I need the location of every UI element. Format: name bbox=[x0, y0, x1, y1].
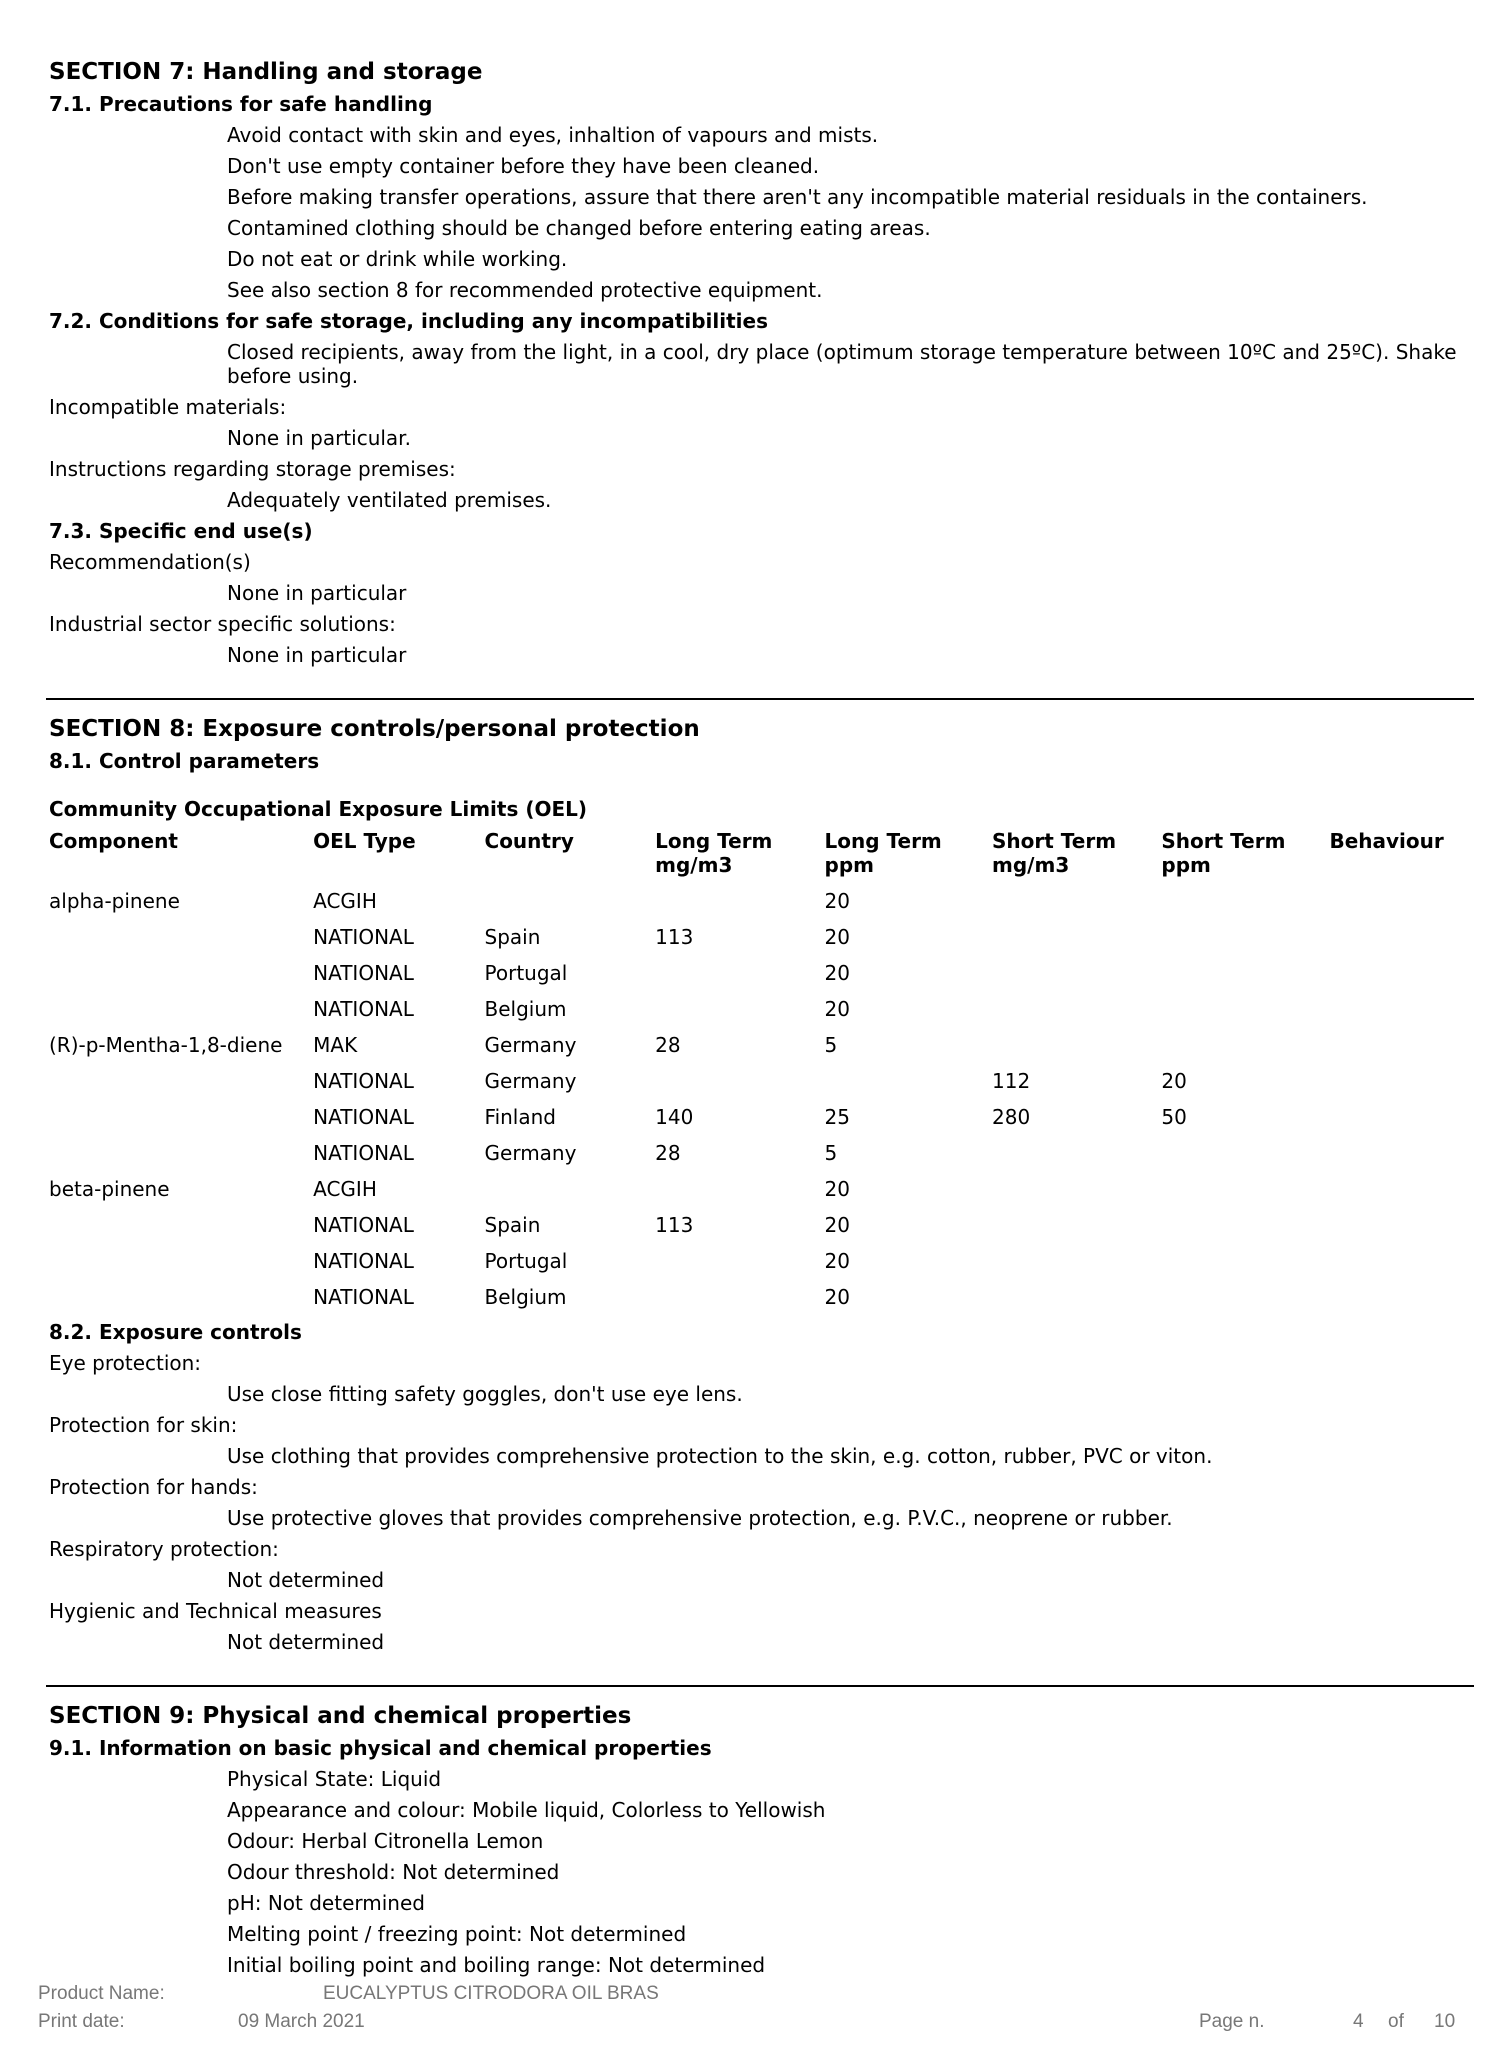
oel-cell-short-mg: 112 bbox=[992, 1069, 1031, 1093]
table-row bbox=[49, 1207, 1449, 1243]
section-8-1-title: 8.1. Control parameters bbox=[49, 749, 320, 773]
hand-protection-label: Protection for hands: bbox=[49, 1475, 258, 1499]
document-content bbox=[49, 55, 1457, 1981]
oel-cell-short-ppm bbox=[1161, 991, 1329, 1027]
property-line: Odour: Herbal Citronella Lemon bbox=[227, 1829, 544, 1853]
oel-cell-country bbox=[485, 883, 656, 919]
oel-cell-type: NATIONAL bbox=[313, 1069, 414, 1093]
oel-cell-long-mg: 140 bbox=[655, 1105, 694, 1129]
oel-cell-short-ppm: 50 bbox=[1161, 1105, 1187, 1129]
oel-cell-country: Belgium bbox=[484, 997, 567, 1021]
storage-premises-value: Adequately ventilated premises. bbox=[227, 488, 552, 512]
oel-cell-behaviour bbox=[1329, 1279, 1449, 1315]
section-9-title: SECTION 9: Physical and chemical properties bbox=[49, 1703, 632, 1729]
skin-protection-value: Use clothing that provides comprehensive protection to the skin, e.g. cotton, rubber, PVC or viton. bbox=[227, 1444, 1213, 1468]
section-9-1-title: 9.1. Information on basic physical and chemical properties bbox=[49, 1736, 712, 1760]
property-line: Initial boiling point and boiling range: Not determined bbox=[227, 1953, 766, 1977]
incompatible-materials-value: None in particular. bbox=[227, 426, 411, 450]
oel-cell-short-mg bbox=[992, 1135, 1161, 1171]
oel-header-long-mg: Long Term mg/m3 bbox=[655, 829, 773, 877]
footer-page-label: Page n. bbox=[1199, 2011, 1265, 2032]
oel-cell-long-ppm: 5 bbox=[824, 1141, 838, 1165]
oel-cell-component bbox=[49, 955, 313, 991]
oel-cell-long-mg bbox=[655, 955, 824, 991]
oel-cell-country: Spain bbox=[484, 925, 541, 949]
oel-cell-country: Germany bbox=[484, 1033, 577, 1057]
oel-cell-country bbox=[485, 1171, 656, 1207]
oel-cell-long-ppm: 25 bbox=[824, 1105, 850, 1129]
section-8-title: SECTION 8: Exposure controls/personal protection bbox=[49, 716, 700, 742]
oel-cell-behaviour bbox=[1329, 883, 1449, 919]
table-row bbox=[49, 1099, 1449, 1135]
oel-cell-behaviour bbox=[1329, 919, 1449, 955]
footer-of-label: of bbox=[1388, 2011, 1404, 2032]
oel-cell-component bbox=[49, 919, 313, 955]
property-line: Physical State: Liquid bbox=[227, 1767, 442, 1791]
oel-cell-country: Germany bbox=[484, 1069, 577, 1093]
footer-product-value: EUCALYPTUS CITRODORA OIL BRAS bbox=[323, 1983, 659, 2004]
oel-header-type: OEL Type bbox=[313, 829, 416, 853]
oel-cell-short-ppm: 20 bbox=[1161, 1069, 1187, 1093]
table-row bbox=[49, 1279, 1449, 1315]
oel-cell-long-ppm: 20 bbox=[824, 889, 850, 913]
oel-cell-long-mg: 28 bbox=[655, 1033, 681, 1057]
oel-cell-country: Portugal bbox=[484, 1249, 568, 1273]
oel-cell-behaviour bbox=[1329, 991, 1449, 1027]
oel-cell-long-ppm: 20 bbox=[824, 925, 850, 949]
oel-cell-long-mg: 113 bbox=[655, 925, 694, 949]
oel-cell-long-mg bbox=[655, 1243, 824, 1279]
recommendation-value: None in particular bbox=[227, 581, 407, 605]
skin-protection-label: Protection for skin: bbox=[49, 1413, 238, 1437]
property-line: Odour threshold: Not determined bbox=[227, 1860, 560, 1884]
recommendation-label: Recommendation(s) bbox=[49, 550, 251, 574]
oel-cell-short-mg bbox=[992, 991, 1161, 1027]
oel-cell-short-ppm bbox=[1161, 883, 1329, 919]
oel-cell-type: NATIONAL bbox=[313, 1285, 414, 1309]
oel-cell-behaviour bbox=[1329, 1063, 1449, 1099]
oel-cell-short-mg bbox=[992, 1171, 1161, 1207]
oel-cell-short-mg bbox=[992, 955, 1161, 991]
oel-header-component: Component bbox=[49, 829, 178, 853]
oel-cell-short-ppm bbox=[1161, 1207, 1329, 1243]
oel-cell-behaviour bbox=[1329, 1171, 1449, 1207]
section-7-2-title: 7.2. Conditions for safe storage, including any incompatibilities bbox=[49, 309, 768, 333]
storage-conditions: Closed recipients, away from the light, in a cool, dry place (optimum storage temperature between 10ºC and 25ºC). Shake before using. bbox=[227, 340, 1457, 388]
oel-table-body bbox=[49, 883, 1449, 1315]
oel-cell-behaviour bbox=[1329, 1243, 1449, 1279]
table-row bbox=[49, 1135, 1449, 1171]
oel-table-title: Community Occupational Exposure Limits (OEL) bbox=[49, 797, 588, 821]
oel-cell-type: NATIONAL bbox=[313, 925, 414, 949]
property-line: Melting point / freezing point: Not determined bbox=[227, 1922, 687, 1946]
oel-cell-long-mg bbox=[655, 1063, 824, 1099]
table-row bbox=[49, 1171, 1449, 1207]
table-row bbox=[49, 991, 1449, 1027]
oel-cell-short-ppm bbox=[1161, 1243, 1329, 1279]
oel-cell-component: beta-pinene bbox=[49, 1177, 170, 1201]
oel-cell-behaviour bbox=[1329, 1135, 1449, 1171]
oel-table-header bbox=[49, 829, 1449, 883]
property-line: pH: Not determined bbox=[227, 1891, 425, 1915]
oel-cell-short-ppm bbox=[1161, 919, 1329, 955]
footer-page-total: 10 bbox=[1434, 2011, 1456, 2032]
oel-cell-country: Germany bbox=[484, 1141, 577, 1165]
oel-header-behaviour: Behaviour bbox=[1329, 829, 1444, 853]
oel-cell-component bbox=[49, 991, 313, 1027]
oel-cell-short-mg bbox=[992, 883, 1161, 919]
oel-cell-type: NATIONAL bbox=[313, 997, 414, 1021]
oel-cell-country: Finland bbox=[484, 1105, 556, 1129]
oel-cell-component bbox=[49, 1063, 313, 1099]
oel-cell-behaviour bbox=[1329, 955, 1449, 991]
oel-header-short-ppm: Short Term ppm bbox=[1161, 829, 1286, 877]
handling-line: Avoid contact with skin and eyes, inhaltion of vapours and mists. bbox=[227, 123, 879, 147]
oel-cell-type: NATIONAL bbox=[313, 961, 414, 985]
handling-line: Do not eat or drink while working. bbox=[227, 247, 568, 271]
oel-cell-type: ACGIH bbox=[313, 889, 377, 913]
table-row bbox=[49, 955, 1449, 991]
handling-line: Before making transfer operations, assure that there aren't any incompatible material residuals in the containers. bbox=[227, 185, 1368, 209]
footer-product-label: Product Name: bbox=[38, 1983, 165, 2004]
oel-cell-long-ppm: 20 bbox=[824, 1177, 850, 1201]
oel-cell-long-ppm: 20 bbox=[824, 1285, 850, 1309]
footer-print-value: 09 March 2021 bbox=[238, 2011, 365, 2032]
oel-cell-short-mg bbox=[992, 919, 1161, 955]
oel-cell-component bbox=[49, 1279, 313, 1315]
section-divider bbox=[46, 1685, 1474, 1687]
section-divider bbox=[46, 698, 1474, 700]
oel-cell-component bbox=[49, 1207, 313, 1243]
oel-cell-country: Belgium bbox=[484, 1285, 567, 1309]
oel-cell-short-ppm bbox=[1161, 1135, 1329, 1171]
oel-cell-short-mg bbox=[992, 1207, 1161, 1243]
footer-print-label: Print date: bbox=[38, 2011, 125, 2032]
handling-line: Don't use empty container before they have been cleaned. bbox=[227, 154, 820, 178]
storage-premises-label: Instructions regarding storage premises: bbox=[49, 457, 456, 481]
table-row bbox=[49, 1243, 1449, 1279]
section-7-1-title: 7.1. Precautions for safe handling bbox=[49, 92, 433, 116]
section-8-2-title: 8.2. Exposure controls bbox=[49, 1320, 302, 1344]
respiratory-protection-label: Respiratory protection: bbox=[49, 1537, 279, 1561]
section-7-3-title: 7.3. Specific end use(s) bbox=[49, 519, 313, 543]
hand-protection-value: Use protective gloves that provides comprehensive protection, e.g. P.V.C., neoprene or rubber. bbox=[227, 1506, 1173, 1530]
property-line: Appearance and colour: Mobile liquid, Colorless to Yellowish bbox=[227, 1798, 826, 1822]
oel-cell-component: alpha-pinene bbox=[49, 889, 180, 913]
table-row bbox=[49, 1063, 1449, 1099]
oel-cell-short-ppm bbox=[1161, 1279, 1329, 1315]
respiratory-protection-value: Not determined bbox=[227, 1568, 385, 1592]
oel-cell-long-mg bbox=[655, 1171, 824, 1207]
table-row bbox=[49, 919, 1449, 955]
oel-cell-long-mg bbox=[655, 991, 824, 1027]
oel-cell-long-ppm bbox=[825, 1063, 993, 1099]
oel-cell-behaviour bbox=[1329, 1207, 1449, 1243]
oel-cell-long-mg: 113 bbox=[655, 1213, 694, 1237]
oel-cell-behaviour bbox=[1329, 1027, 1449, 1063]
industrial-sector-label: Industrial sector specific solutions: bbox=[49, 612, 396, 636]
oel-cell-long-mg bbox=[655, 883, 824, 919]
oel-cell-short-mg: 280 bbox=[992, 1105, 1031, 1129]
oel-cell-component bbox=[49, 1243, 313, 1279]
oel-cell-component: (R)-p-Mentha-1,8-diene bbox=[49, 1033, 283, 1057]
oel-cell-component bbox=[49, 1099, 313, 1135]
oel-cell-type: NATIONAL bbox=[313, 1141, 414, 1165]
oel-cell-country: Spain bbox=[484, 1213, 541, 1237]
oel-cell-long-ppm: 20 bbox=[824, 961, 850, 985]
footer-page-number: 4 bbox=[1353, 2011, 1364, 2032]
oel-cell-long-ppm: 20 bbox=[824, 1213, 850, 1237]
oel-cell-long-ppm: 20 bbox=[824, 997, 850, 1021]
oel-header-long-ppm: Long Term ppm bbox=[824, 829, 942, 877]
table-row bbox=[49, 883, 1449, 919]
oel-cell-behaviour bbox=[1329, 1099, 1449, 1135]
table-row bbox=[49, 1027, 1449, 1063]
oel-cell-long-mg: 28 bbox=[655, 1141, 681, 1165]
industrial-sector-value: None in particular bbox=[227, 643, 407, 667]
oel-cell-long-ppm: 5 bbox=[824, 1033, 838, 1057]
oel-cell-type: NATIONAL bbox=[313, 1105, 414, 1129]
oel-cell-type: MAK bbox=[313, 1033, 358, 1057]
oel-cell-type: ACGIH bbox=[313, 1177, 377, 1201]
incompatible-materials-label: Incompatible materials: bbox=[49, 395, 287, 419]
oel-cell-long-mg bbox=[655, 1279, 824, 1315]
handling-line: See also section 8 for recommended protective equipment. bbox=[227, 278, 823, 302]
eye-protection-value: Use close fitting safety goggles, don't use eye lens. bbox=[227, 1382, 743, 1406]
oel-cell-long-ppm: 20 bbox=[824, 1249, 850, 1273]
oel-cell-short-ppm bbox=[1161, 1171, 1329, 1207]
oel-cell-short-ppm bbox=[1161, 955, 1329, 991]
oel-cell-short-mg bbox=[992, 1243, 1161, 1279]
oel-header-country: Country bbox=[484, 829, 574, 853]
oel-header-short-mg: Short Term mg/m3 bbox=[992, 829, 1117, 877]
section-7-title: SECTION 7: Handling and storage bbox=[49, 59, 483, 85]
oel-cell-short-mg bbox=[992, 1279, 1161, 1315]
handling-line: Contamined clothing should be changed before entering eating areas. bbox=[227, 216, 931, 240]
oel-cell-type: NATIONAL bbox=[313, 1249, 414, 1273]
oel-cell-short-ppm bbox=[1161, 1027, 1329, 1063]
oel-cell-component bbox=[49, 1135, 313, 1171]
oel-table bbox=[49, 829, 1449, 1315]
oel-cell-type: NATIONAL bbox=[313, 1213, 414, 1237]
hygienic-measures-label: Hygienic and Technical measures bbox=[49, 1599, 382, 1623]
hygienic-measures-value: Not determined bbox=[227, 1630, 385, 1654]
oel-cell-country: Portugal bbox=[484, 961, 568, 985]
oel-cell-short-mg bbox=[992, 1027, 1161, 1063]
eye-protection-label: Eye protection: bbox=[49, 1351, 202, 1375]
